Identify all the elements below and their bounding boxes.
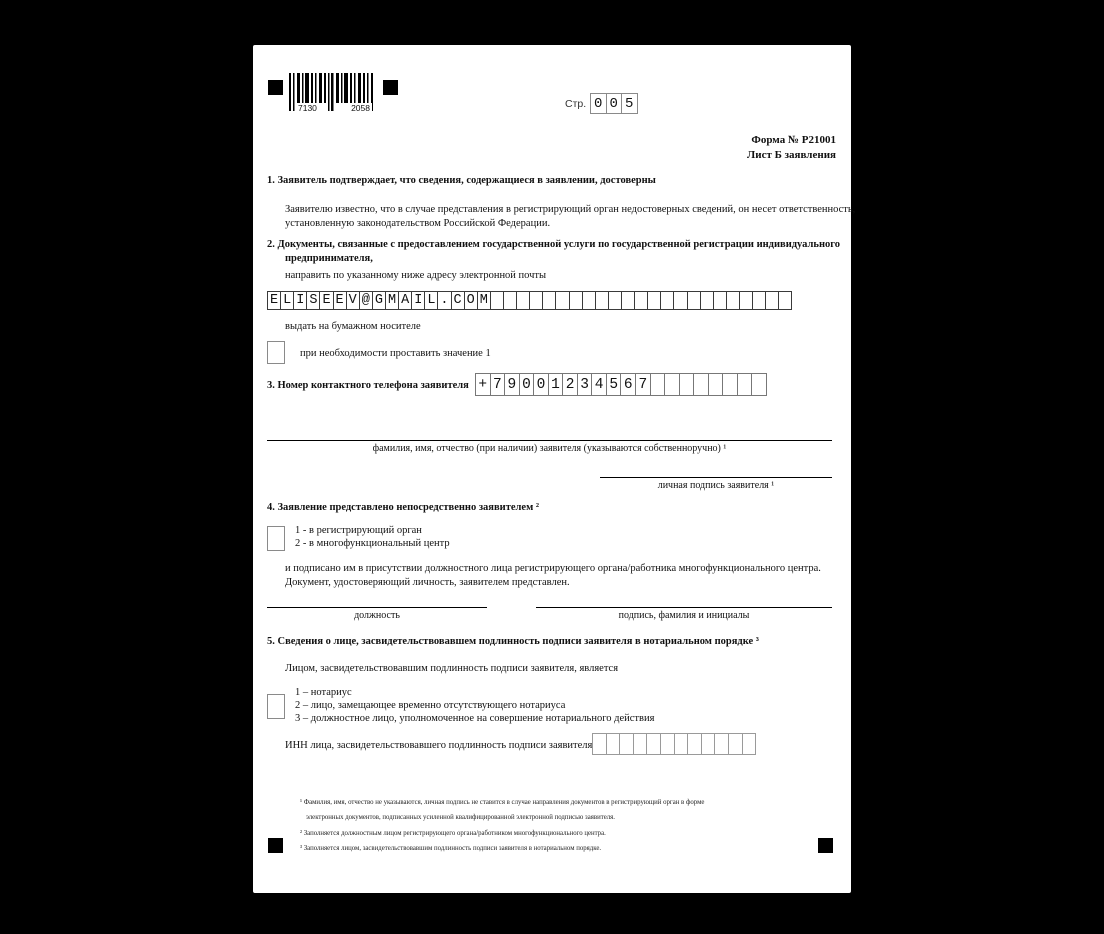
- char-cell[interactable]: M: [385, 291, 399, 310]
- submission-method-checkbox[interactable]: [267, 526, 285, 551]
- char-cell[interactable]: [582, 291, 596, 310]
- section4-heading: 4. Заявление представлено непосредственно заявителем ²: [267, 502, 540, 513]
- char-cell[interactable]: S: [306, 291, 320, 310]
- char-cell[interactable]: 4: [591, 373, 607, 396]
- char-cell[interactable]: [569, 291, 583, 310]
- char-cell[interactable]: [516, 291, 530, 310]
- char-cell[interactable]: [778, 291, 792, 310]
- char-cell[interactable]: 5: [606, 373, 622, 396]
- char-cell[interactable]: 2: [562, 373, 578, 396]
- char-cell[interactable]: [595, 291, 609, 310]
- registration-mark-top-left-2: [383, 80, 398, 95]
- char-cell[interactable]: O: [464, 291, 478, 310]
- char-cell[interactable]: [660, 291, 674, 310]
- section5-option-2: 2 – лицо, замещающее временно отсутствующего нотариуса: [295, 700, 566, 711]
- char-cell[interactable]: [619, 733, 634, 755]
- char-cell[interactable]: [490, 291, 504, 310]
- char-cell[interactable]: 6: [620, 373, 636, 396]
- section5-intro: Лицом, засвидетельствовавшим подлинность подписи заявителя, является: [285, 663, 619, 674]
- char-cell[interactable]: [765, 291, 779, 310]
- char-cell[interactable]: [673, 291, 687, 310]
- form-page: [253, 45, 856, 893]
- sheet-title: Лист Б заявления: [747, 149, 836, 161]
- char-cell[interactable]: .: [437, 291, 451, 310]
- char-cell[interactable]: +: [475, 373, 491, 396]
- section1-heading: 1. Заявитель подтверждает, что сведения, содержащиеся в заявлении, достоверны: [267, 175, 656, 186]
- page-number-label: Стр.: [565, 98, 587, 110]
- char-cell[interactable]: [664, 373, 680, 396]
- char-cell[interactable]: [722, 373, 738, 396]
- position-line-caption: должность: [354, 610, 400, 621]
- char-cell[interactable]: [650, 373, 666, 396]
- char-cell[interactable]: [555, 291, 569, 310]
- char-cell[interactable]: [726, 291, 740, 310]
- char-cell[interactable]: [679, 373, 695, 396]
- char-cell[interactable]: [608, 291, 622, 310]
- char-cell[interactable]: I: [411, 291, 425, 310]
- char-cell[interactable]: 0: [533, 373, 549, 396]
- section1-body-line1: Заявителю известно, что в случае представления в регистрирующий орган недостоверных сведений, он несет ответственность,: [285, 204, 856, 215]
- paper-copy-checkbox[interactable]: [267, 341, 285, 364]
- char-cell[interactable]: [529, 291, 543, 310]
- section4-body-line1: и подписано им в присутствии должностного лица регистрирующего органа/работника многофункционального центра.: [285, 563, 821, 574]
- char-cell[interactable]: E: [333, 291, 347, 310]
- char-cell[interactable]: 7: [490, 373, 506, 396]
- registration-mark-bottom-left: [268, 838, 283, 853]
- paper-copy-checkbox-hint: при необходимости проставить значение 1: [300, 348, 491, 359]
- char-cell[interactable]: G: [372, 291, 386, 310]
- section5-option-3: 3 – должностное лицо, уполномоченное на совершение нотариального действия: [295, 713, 655, 724]
- fio-signature-line: [267, 440, 832, 441]
- char-cell[interactable]: [621, 291, 635, 310]
- barcode-digits-left: 7130: [298, 103, 317, 113]
- char-cell[interactable]: [693, 373, 709, 396]
- char-cell[interactable]: 3: [577, 373, 593, 396]
- footnote-1-line2: электронных документов, подписанных усиленной квалифицированной электронной подписью заявителя.: [306, 814, 615, 821]
- form-title-block: [747, 133, 836, 163]
- char-cell[interactable]: [660, 733, 675, 755]
- section2-heading-line1: 2. Документы, связанные с предоставлением государственной услуги по государственной регистрации индивидуального: [267, 239, 841, 250]
- char-cell[interactable]: [751, 373, 767, 396]
- footnote-3: ³ Заполняется лицом, засвидетельствовавшим подлинность подписи заявителя в нотариальном порядке.: [300, 845, 602, 852]
- char-cell[interactable]: [713, 291, 727, 310]
- barcode: [289, 71, 375, 113]
- section4-option-1: 1 - в регистрирующий орган: [295, 525, 422, 536]
- section5-heading: 5. Сведения о лице, засвидетельствовавшем подлинность подписи заявителя в нотариальном порядке ³: [267, 636, 759, 647]
- char-cell[interactable]: I: [293, 291, 307, 310]
- char-cell[interactable]: 1: [548, 373, 564, 396]
- char-cell[interactable]: [714, 733, 729, 755]
- section3-heading: 3. Номер контактного телефона заявителя: [267, 380, 469, 391]
- char-cell[interactable]: [542, 291, 556, 310]
- char-cell[interactable]: C: [451, 291, 465, 310]
- char-cell[interactable]: [647, 291, 661, 310]
- inn-field-label: ИНН лица, засвидетельствовавшего подлинность подписи заявителя: [285, 740, 593, 751]
- char-cell[interactable]: 7: [635, 373, 651, 396]
- char-cell[interactable]: @: [359, 291, 373, 310]
- char-cell[interactable]: 9: [504, 373, 520, 396]
- inn-input-cells[interactable]: [592, 733, 756, 755]
- official-signature-caption: подпись, фамилия и инициалы: [618, 610, 750, 621]
- char-cell[interactable]: [739, 291, 753, 310]
- char-cell[interactable]: M: [477, 291, 491, 310]
- char-cell[interactable]: [634, 291, 648, 310]
- section5-option-1: 1 – нотариус: [295, 687, 352, 698]
- char-cell[interactable]: [742, 733, 757, 755]
- char-cell[interactable]: L: [424, 291, 438, 310]
- barcode-digits: [296, 103, 372, 113]
- char-cell[interactable]: [606, 733, 621, 755]
- char-cell[interactable]: [592, 733, 607, 755]
- fio-line-caption: фамилия, имя, отчество (при наличии) заявителя (указываются собственноручно) ¹: [372, 443, 727, 454]
- char-cell[interactable]: 0: [606, 93, 623, 114]
- paper-copy-option-label: выдать на бумажном носителе: [285, 321, 421, 332]
- section4-option-2: 2 - в многофункциональный центр: [295, 538, 450, 549]
- char-cell[interactable]: L: [280, 291, 294, 310]
- form-title: Форма № Р21001: [751, 134, 836, 146]
- registration-mark-top-left: [268, 80, 283, 95]
- char-cell[interactable]: 0: [519, 373, 535, 396]
- char-cell[interactable]: [633, 733, 648, 755]
- char-cell[interactable]: E: [319, 291, 333, 310]
- char-cell[interactable]: 0: [590, 93, 607, 114]
- footnote-1-line1: ¹ Фамилия, имя, отчество не указываются, личная подпись не ставится в случае направления документов в регистрирующий орган в форме: [300, 799, 705, 806]
- char-cell[interactable]: A: [398, 291, 412, 310]
- char-cell[interactable]: [687, 291, 701, 310]
- char-cell[interactable]: [646, 733, 661, 755]
- phone-input-cells[interactable]: [475, 373, 767, 396]
- char-cell[interactable]: [674, 733, 689, 755]
- position-line: [267, 607, 487, 608]
- char-cell[interactable]: [708, 373, 724, 396]
- char-cell[interactable]: E: [267, 291, 281, 310]
- personal-signature-line: [600, 477, 832, 478]
- char-cell[interactable]: 5: [621, 93, 638, 114]
- section1-body-line2: установленную законодательством Российской Федерации.: [285, 218, 551, 229]
- char-cell[interactable]: V: [346, 291, 360, 310]
- char-cell[interactable]: [700, 291, 714, 310]
- page-number-cells: [590, 93, 638, 114]
- certifier-type-checkbox[interactable]: [267, 694, 285, 719]
- char-cell[interactable]: [701, 733, 716, 755]
- char-cell[interactable]: [728, 733, 743, 755]
- barcode-digits-right: 2058: [351, 103, 370, 113]
- email-input-cells[interactable]: [267, 291, 792, 310]
- email-field-label: направить по указанному ниже адресу электронной почты: [285, 270, 547, 281]
- registration-mark-bottom-right: [818, 838, 833, 853]
- section4-body-line2: Документ, удостоверяющий личность, заявителем представлен.: [285, 577, 570, 588]
- personal-signature-caption: личная подпись заявителя ¹: [657, 480, 775, 491]
- char-cell[interactable]: [752, 291, 766, 310]
- char-cell[interactable]: [687, 733, 702, 755]
- footnote-2: ² Заполняется должностным лицом регистрирующего органа/работником многофункционального центра.: [300, 830, 606, 837]
- section2-heading-line2: предпринимателя,: [285, 253, 373, 264]
- char-cell[interactable]: [503, 291, 517, 310]
- char-cell[interactable]: [737, 373, 753, 396]
- official-signature-line: [536, 607, 832, 608]
